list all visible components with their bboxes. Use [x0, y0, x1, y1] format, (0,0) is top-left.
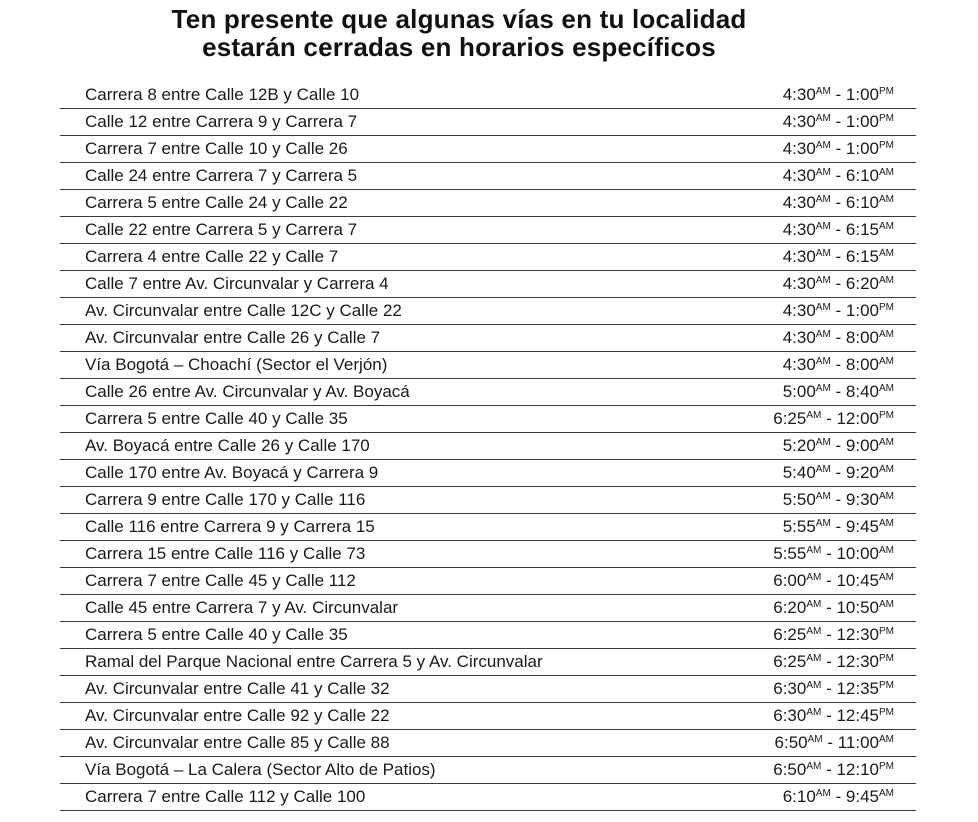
- end-time: 9:45: [845, 517, 879, 536]
- end-suffix: PM: [879, 680, 894, 691]
- table-row: [60, 541, 916, 568]
- time-separator: -: [821, 652, 837, 671]
- start-time: 5:55: [773, 544, 807, 563]
- time-range: [783, 112, 894, 132]
- route-name: Carrera 15 entre Calle 116 y Calle 73: [85, 544, 366, 563]
- end-time: 1:00: [845, 112, 879, 131]
- time-range: [783, 436, 894, 456]
- end-time: 1:00: [845, 301, 879, 320]
- time-separator: -: [821, 598, 837, 617]
- time-range: [783, 85, 894, 105]
- route-name: Carrera 9 entre Calle 170 y Calle 116: [85, 490, 366, 509]
- route-name: Calle 7 entre Av. Circunvalar y Carrera 4: [85, 274, 389, 293]
- end-time: 6:15: [845, 247, 879, 266]
- time-range: [783, 517, 894, 537]
- start-suffix: AM: [815, 329, 831, 340]
- start-suffix: AM: [815, 275, 831, 286]
- time-separator: -: [830, 220, 846, 239]
- start-time: 4:30: [782, 355, 816, 374]
- route-name: Carrera 7 entre Calle 10 y Calle 26: [85, 139, 348, 158]
- end-suffix: AM: [879, 599, 894, 610]
- start-time: 4:30: [782, 247, 816, 266]
- route-name: Carrera 5 entre Calle 40 y Calle 35: [85, 409, 348, 428]
- route-name: Av. Boyacá entre Calle 26 y Calle 170: [85, 436, 370, 455]
- start-time: 6:30: [773, 706, 807, 725]
- end-suffix: AM: [879, 464, 894, 475]
- end-time: 10:00: [836, 544, 879, 563]
- table-row: [60, 163, 916, 190]
- start-suffix: AM: [806, 707, 822, 718]
- time-separator: -: [821, 679, 837, 698]
- time-range: [783, 247, 894, 267]
- end-time: 12:45: [836, 706, 879, 725]
- table-row: [60, 325, 916, 352]
- start-suffix: AM: [815, 86, 831, 97]
- table-row: [60, 379, 916, 406]
- time-range: [773, 544, 894, 564]
- start-time: 4:30: [782, 193, 816, 212]
- route-name: Ramal del Parque Nacional entre Carrera 5 y Av. Circunvalar: [85, 652, 543, 671]
- route-name: Carrera 7 entre Calle 112 y Calle 100: [85, 787, 366, 806]
- end-time: 8:00: [845, 328, 879, 347]
- table-row: [60, 730, 916, 757]
- start-suffix: AM: [806, 410, 822, 421]
- time-range: [783, 382, 894, 402]
- start-suffix: AM: [806, 599, 822, 610]
- time-separator: -: [830, 139, 846, 158]
- end-suffix: AM: [879, 356, 894, 367]
- time-range: [773, 571, 894, 591]
- route-name: Av. Circunvalar entre Calle 92 y Calle 22: [85, 706, 390, 725]
- end-time: 6:10: [845, 166, 879, 185]
- route-name: Calle 12 entre Carrera 9 y Carrera 7: [85, 112, 358, 131]
- start-suffix: AM: [806, 572, 822, 583]
- time-range: [773, 652, 894, 672]
- table-row: [60, 271, 916, 298]
- start-suffix: AM: [815, 464, 831, 475]
- road-closures-table: [60, 82, 916, 811]
- table-row: [60, 649, 916, 676]
- start-time: 5:40: [782, 463, 816, 482]
- time-separator: -: [830, 463, 846, 482]
- end-suffix: PM: [879, 140, 894, 151]
- table-row: [60, 433, 916, 460]
- start-suffix: AM: [815, 491, 831, 502]
- time-range: [775, 733, 894, 753]
- end-suffix: AM: [879, 788, 894, 799]
- time-separator: -: [830, 382, 846, 401]
- route-name: Carrera 5 entre Calle 40 y Calle 35: [85, 625, 348, 644]
- route-name: Av. Circunvalar entre Calle 41 y Calle 32: [85, 679, 390, 698]
- end-suffix: AM: [879, 572, 894, 583]
- time-range: [783, 139, 894, 159]
- table-row: [60, 676, 916, 703]
- end-suffix: AM: [879, 518, 894, 529]
- time-range: [773, 679, 894, 699]
- end-time: 12:10: [836, 760, 879, 779]
- end-time: 12:00: [836, 409, 879, 428]
- table-row: [60, 298, 916, 325]
- time-separator: -: [830, 787, 846, 806]
- table-row: [60, 487, 916, 514]
- start-suffix: AM: [815, 302, 831, 313]
- time-separator: -: [830, 490, 846, 509]
- table-row: [60, 703, 916, 730]
- route-name: Av. Circunvalar entre Calle 85 y Calle 88: [85, 733, 390, 752]
- end-suffix: AM: [879, 167, 894, 178]
- time-range: [773, 760, 894, 780]
- end-time: 1:00: [845, 85, 879, 104]
- time-separator: -: [830, 274, 846, 293]
- start-suffix: AM: [807, 734, 823, 745]
- start-time: 4:30: [782, 85, 816, 104]
- end-suffix: PM: [879, 626, 894, 637]
- start-time: 5:00: [782, 382, 816, 401]
- start-suffix: AM: [815, 788, 831, 799]
- title-line-2: estarán cerradas en horarios específicos: [202, 32, 716, 62]
- end-time: 9:00: [845, 436, 879, 455]
- start-suffix: AM: [806, 653, 822, 664]
- time-separator: -: [830, 436, 846, 455]
- table-row: [60, 82, 916, 109]
- end-suffix: AM: [879, 734, 894, 745]
- time-separator: -: [830, 355, 846, 374]
- start-time: 6:20: [773, 598, 807, 617]
- time-range: [783, 463, 894, 483]
- route-name: Carrera 4 entre Calle 22 y Calle 7: [85, 247, 339, 266]
- time-separator: -: [830, 247, 846, 266]
- table-row: [60, 109, 916, 136]
- start-time: 4:30: [782, 139, 816, 158]
- start-time: 4:30: [782, 301, 816, 320]
- table-row: [60, 352, 916, 379]
- route-name: Vía Bogotá – La Calera (Sector Alto de Patios): [85, 760, 436, 779]
- end-suffix: PM: [879, 707, 894, 718]
- end-suffix: AM: [879, 545, 894, 556]
- route-name: Av. Circunvalar entre Calle 12C y Calle 22: [85, 301, 402, 320]
- time-range: [773, 598, 894, 618]
- end-suffix: PM: [879, 761, 894, 772]
- start-suffix: AM: [815, 113, 831, 124]
- time-range: [783, 166, 894, 186]
- route-name: Calle 170 entre Av. Boyacá y Carrera 9: [85, 463, 379, 482]
- time-separator: -: [821, 706, 837, 725]
- end-time: 1:00: [845, 139, 879, 158]
- end-suffix: PM: [879, 653, 894, 664]
- page-title: [0, 5, 918, 61]
- end-time: 10:50: [836, 598, 879, 617]
- start-suffix: AM: [815, 140, 831, 151]
- route-name: Calle 24 entre Carrera 7 y Carrera 5: [85, 166, 358, 185]
- start-time: 5:55: [782, 517, 816, 536]
- start-time: 4:30: [782, 328, 816, 347]
- time-range: [783, 220, 894, 240]
- end-time: 8:40: [845, 382, 879, 401]
- start-suffix: AM: [806, 761, 822, 772]
- end-time: 10:45: [836, 571, 879, 590]
- start-suffix: AM: [815, 248, 831, 259]
- route-name: Av. Circunvalar entre Calle 26 y Calle 7: [85, 328, 381, 347]
- start-suffix: AM: [815, 221, 831, 232]
- route-name: Carrera 7 entre Calle 45 y Calle 112: [85, 571, 356, 590]
- time-separator: -: [830, 328, 846, 347]
- time-range: [783, 193, 894, 213]
- end-suffix: AM: [879, 275, 894, 286]
- end-time: 12:35: [836, 679, 879, 698]
- table-row: [60, 136, 916, 163]
- time-separator: -: [830, 193, 846, 212]
- time-separator: -: [830, 85, 846, 104]
- time-range: [783, 490, 894, 510]
- table-row: [60, 568, 916, 595]
- time-separator: -: [830, 112, 846, 131]
- time-range: [773, 706, 894, 726]
- table-row: [60, 190, 916, 217]
- end-time: 6:20: [845, 274, 879, 293]
- time-separator: -: [822, 733, 838, 752]
- time-separator: -: [821, 760, 837, 779]
- end-suffix: PM: [879, 113, 894, 124]
- start-suffix: AM: [815, 194, 831, 205]
- time-separator: -: [821, 625, 837, 644]
- table-row: [60, 460, 916, 487]
- start-time: 6:30: [773, 679, 807, 698]
- start-time: 6:10: [782, 787, 816, 806]
- end-suffix: AM: [879, 221, 894, 232]
- start-suffix: AM: [806, 680, 822, 691]
- start-suffix: AM: [815, 356, 831, 367]
- route-name: Calle 45 entre Carrera 7 y Av. Circunvalar: [85, 598, 399, 617]
- end-suffix: AM: [879, 248, 894, 259]
- start-time: 5:50: [782, 490, 816, 509]
- route-name: Vía Bogotá – Choachí (Sector el Verjón): [85, 355, 388, 374]
- start-time: 4:30: [782, 220, 816, 239]
- time-separator: -: [821, 409, 837, 428]
- start-suffix: AM: [815, 383, 831, 394]
- table-row: [60, 244, 916, 271]
- table-row: [60, 406, 916, 433]
- end-time: 8:00: [845, 355, 879, 374]
- time-separator: -: [830, 301, 846, 320]
- end-time: 12:30: [836, 652, 879, 671]
- end-time: 6:10: [845, 193, 879, 212]
- time-range: [783, 787, 894, 807]
- route-name: Calle 22 entre Carrera 5 y Carrera 7: [85, 220, 358, 239]
- time-range: [783, 301, 894, 321]
- table-row: [60, 622, 916, 649]
- time-separator: -: [830, 517, 846, 536]
- start-time: 6:25: [773, 409, 807, 428]
- time-range: [783, 328, 894, 348]
- table-row: [60, 595, 916, 622]
- table-row: [60, 217, 916, 244]
- time-range: [783, 355, 894, 375]
- start-suffix: AM: [815, 437, 831, 448]
- time-range: [773, 625, 894, 645]
- end-time: 9:30: [845, 490, 879, 509]
- time-separator: -: [821, 544, 837, 563]
- end-suffix: AM: [879, 491, 894, 502]
- end-suffix: PM: [879, 302, 894, 313]
- start-suffix: AM: [815, 167, 831, 178]
- end-suffix: AM: [879, 194, 894, 205]
- route-name: Calle 26 entre Av. Circunvalar y Av. Boyacá: [85, 382, 410, 401]
- end-time: 6:15: [845, 220, 879, 239]
- route-name: Carrera 8 entre Calle 12B y Calle 10: [85, 85, 360, 104]
- table-row: [60, 784, 916, 811]
- time-separator: -: [830, 166, 846, 185]
- start-time: 4:30: [782, 274, 816, 293]
- end-suffix: PM: [879, 410, 894, 421]
- time-separator: -: [821, 571, 837, 590]
- end-suffix: AM: [879, 383, 894, 394]
- end-time: 12:30: [836, 625, 879, 644]
- start-time: 4:30: [782, 166, 816, 185]
- route-name: Calle 116 entre Carrera 9 y Carrera 15: [85, 517, 375, 536]
- title-line-1: Ten presente que algunas vías en tu localidad: [171, 4, 747, 34]
- time-range: [773, 409, 894, 429]
- table-row: [60, 757, 916, 784]
- start-suffix: AM: [806, 545, 822, 556]
- end-time: 11:00: [837, 733, 879, 752]
- start-suffix: AM: [806, 626, 822, 637]
- start-time: 4:30: [782, 112, 816, 131]
- start-time: 6:25: [773, 625, 807, 644]
- start-time: 6:50: [773, 760, 807, 779]
- start-time: 6:50: [774, 733, 808, 752]
- start-suffix: AM: [815, 518, 831, 529]
- time-range: [783, 274, 894, 294]
- end-suffix: AM: [879, 437, 894, 448]
- end-time: 9:45: [845, 787, 879, 806]
- end-suffix: PM: [879, 86, 894, 97]
- start-time: 5:20: [782, 436, 816, 455]
- table-row: [60, 514, 916, 541]
- start-time: 6:00: [773, 571, 807, 590]
- route-name: Carrera 5 entre Calle 24 y Calle 22: [85, 193, 348, 212]
- end-time: 9:20: [845, 463, 879, 482]
- end-suffix: AM: [879, 329, 894, 340]
- start-time: 6:25: [773, 652, 807, 671]
